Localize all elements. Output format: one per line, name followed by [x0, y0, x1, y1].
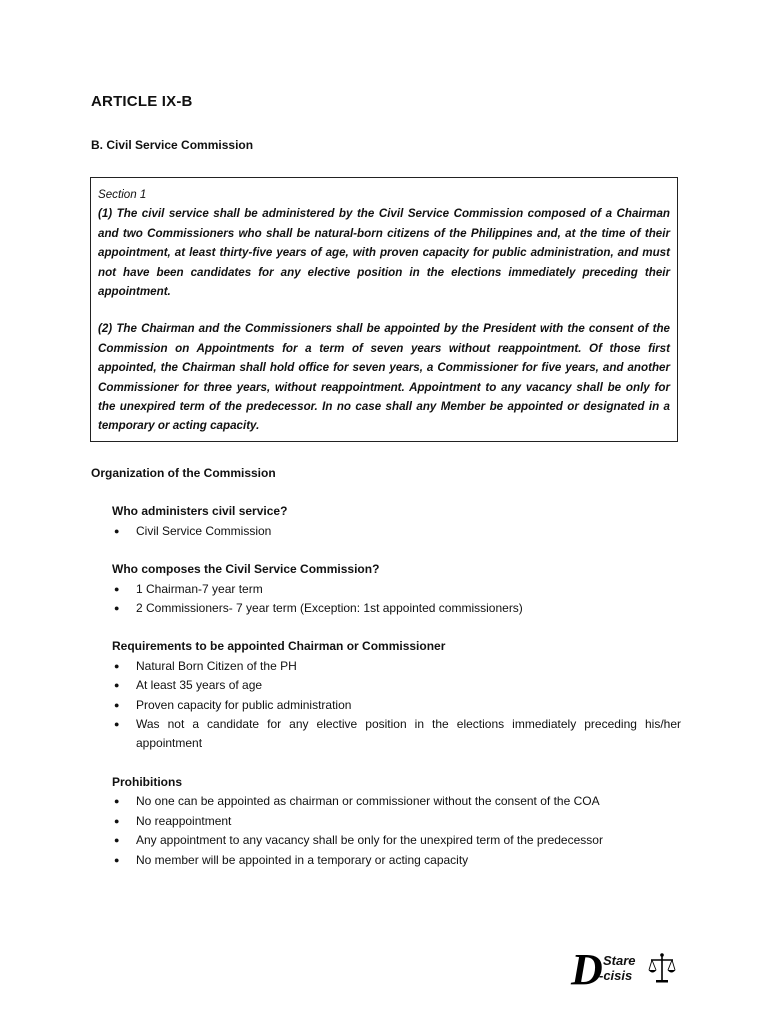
logo-letter: D — [571, 945, 603, 994]
list-item: ● No member will be appointed in a temporary or acting capacity — [112, 851, 681, 870]
bullet-icon: ● — [114, 854, 120, 865]
list-item: ● 1 Chairman-7 year term — [112, 580, 681, 599]
group-requirements — [112, 637, 681, 753]
list-item: ● At least 35 years of age — [112, 676, 681, 695]
group-title: Prohibitions — [112, 774, 182, 789]
section-label: Section 1 — [98, 188, 147, 201]
list-item: ● No reappointment — [112, 812, 681, 831]
list-item: ● Natural Born Citizen of the PH — [112, 657, 681, 676]
stare-decisis-logo — [571, 945, 681, 994]
section-quote-box — [90, 177, 678, 442]
section-paragraph-2: (2) The Chairman and the Commissioners shall be appointed by the President with the consent of the Commission on Appointments for a term of seven years without reappointment. Of those first appointed, the Chairman shall hold office for seven years, a Commissioner for five years, and another Commissioner for three years, without reappointment. Appointment to any vacancy shall be only for the unexpired term of the predecessor. In no case shall any Member be appointed or designated in a temporary or acting capacity. — [98, 322, 670, 433]
list-item: ● Proven capacity for public administration — [112, 696, 681, 715]
logo-word-cisis: -cisis — [599, 968, 633, 983]
bullet-icon: ● — [114, 680, 120, 691]
bullet-icon: ● — [114, 660, 120, 671]
scales-of-justice-icon — [647, 952, 677, 986]
bullet-icon: ● — [114, 699, 120, 710]
list-item: ● No one can be appointed as chairman or commissioner without the consent of the COA — [112, 792, 681, 811]
organization-title: Organization of the Commission — [91, 466, 276, 480]
list-item: ● Was not a candidate for any elective position in the elections immediately preceding his/her appointment — [114, 717, 681, 751]
bullet-list — [112, 580, 681, 619]
bullet-icon: ● — [114, 603, 120, 614]
group-title: Who administers civil service? — [112, 504, 288, 519]
bullet-icon: ● — [114, 719, 120, 730]
list-item: ● 2 Commissioners- 7 year term (Exception: 1st appointed commissioners) — [112, 599, 681, 618]
group-who-composes — [112, 560, 681, 618]
bullet-icon: ● — [114, 583, 120, 594]
bullet-icon: ● — [114, 815, 120, 826]
group-title: Requirements to be appointed Chairman or Commissioner — [112, 639, 446, 654]
group-who-administers — [112, 502, 681, 541]
list-item: ● Any appointment to any vacancy shall be only for the unexpired term of the predecessor — [112, 831, 681, 850]
bullet-list — [112, 522, 681, 541]
group-prohibitions — [112, 773, 681, 870]
list-item: ● Civil Service Commission — [112, 522, 681, 541]
group-title: Who composes the Civil Service Commission? — [112, 562, 380, 577]
organization-section — [91, 464, 681, 889]
article-title: ARTICLE IX-B — [91, 93, 193, 110]
section-paragraph-1: (1) The civil service shall be administered by the Civil Service Commission composed of a Chairman and two Commissioners who shall be natural-born citizens of the Philippines and, at the time of their appointment, at least thirty-five years of age, with proven capacity for public administration, and must not have been candidates for any elective position in the elections immediately preceding their appointment. — [98, 207, 670, 299]
bullet-list — [112, 657, 681, 754]
bullet-icon: ● — [114, 796, 120, 807]
bullet-icon: ● — [114, 835, 120, 846]
bullet-list — [112, 792, 681, 870]
logo-word-stare: Stare — [603, 953, 636, 968]
section-subtitle: B. Civil Service Commission — [91, 138, 254, 152]
bullet-icon: ● — [114, 525, 120, 536]
